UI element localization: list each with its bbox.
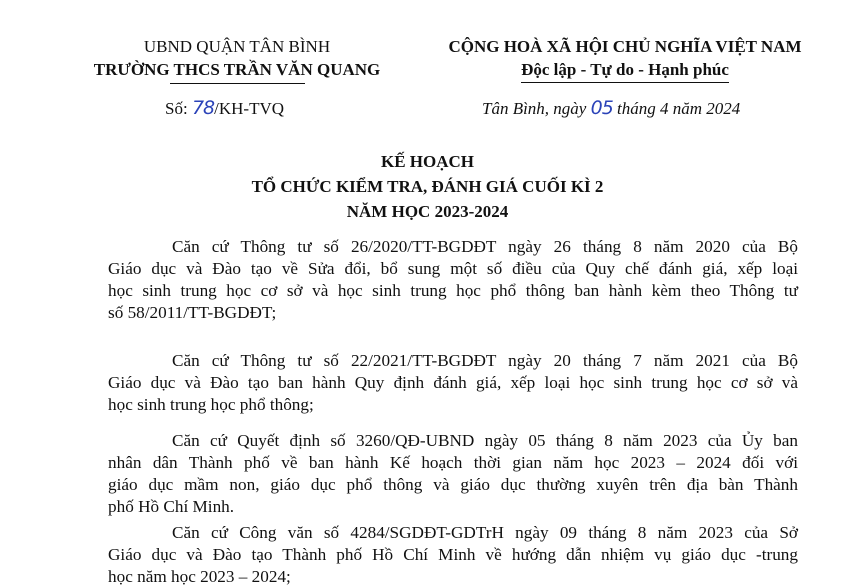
legal-basis-paragraph-4 — [108, 522, 798, 588]
paragraph-line: Giáo dục và Đào tạo Thành phố Hồ Chí Minh về hướng dẫn nhiệm vụ giáo dục -trung — [108, 545, 798, 564]
document-type-title: KẾ HOẠCH — [380, 152, 475, 171]
school-year-title: NĂM HỌC 2023-2024 — [346, 202, 509, 221]
legal-basis-paragraph-3 — [108, 430, 798, 518]
paragraph-line: Giáo dục và Đào tạo ban hành Quy định đánh giá, xếp loại học sinh trung học cơ sở và — [108, 373, 798, 392]
paragraph-line: giáo dục mầm non, giáo dục phổ thông và giáo dục thường xuyên trên địa bàn Thành — [108, 475, 798, 494]
document-reference-number — [165, 97, 284, 119]
paragraph-line: học sinh trung học phổ thông; — [108, 395, 314, 414]
paragraph-line: Căn cứ Thông tư số 26/2020/TT-BGDĐT ngày 26 tháng 8 năm 2020 của Bộ — [172, 237, 798, 256]
issuing-agency-block — [72, 35, 402, 84]
reference-suffix: /KH-TVQ — [214, 99, 285, 118]
legal-basis-paragraph-2 — [108, 350, 798, 416]
handwritten-day: 05 — [590, 97, 613, 119]
school-name: TRƯỜNG THCS TRẦN VĂN QUANG — [93, 60, 381, 79]
nation-name: CỘNG HOÀ XÃ HỘI CHỦ NGHĨA VIỆT NAM — [448, 37, 802, 56]
paragraph-line: học năm học 2023 – 2024; — [108, 567, 291, 586]
issue-date-line — [482, 97, 740, 119]
legal-basis-paragraph-1 — [108, 236, 798, 324]
national-heading-block — [400, 35, 850, 83]
reference-prefix: Số: — [165, 99, 188, 118]
authority-name: UBND QUẬN TÂN BÌNH — [143, 37, 331, 56]
handwritten-reference-number: 78 — [191, 97, 215, 119]
paragraph-line: Giáo dục và Đào tạo về Sửa đổi, bổ sung một số điều của Quy chế đánh giá, xếp loại — [108, 259, 798, 278]
header-left-underline — [170, 83, 305, 84]
paragraph-line: Căn cứ Công văn số 4284/SGDĐT-GDTrH ngày 09 tháng 8 năm 2023 của Sở — [172, 523, 798, 542]
paragraph-line: số 58/2011/TT-BGDĐT; — [108, 303, 277, 322]
document-subject-title: TỔ CHỨC KIỂM TRA, ĐÁNH GIÁ CUỐI KÌ 2 — [251, 177, 604, 196]
date-suffix: tháng 4 năm 2024 — [617, 99, 741, 118]
paragraph-line: Căn cứ Quyết định số 3260/QĐ-UBND ngày 05 tháng 8 năm 2023 của Ủy ban — [172, 431, 798, 450]
national-motto: Độc lập - Tự do - Hạnh phúc — [521, 58, 729, 83]
paragraph-line: nhân dân Thành phố về ban hành Kế hoạch thời gian năm học 2023 – 2024 đối với — [108, 453, 798, 472]
date-prefix: Tân Bình, ngày — [482, 99, 587, 118]
paragraph-line: học sinh trung học cơ sở và học sinh trung học phổ thông ban hành kèm theo Thông tư — [108, 281, 798, 300]
paragraph-line: Căn cứ Thông tư số 22/2021/TT-BGDĐT ngày 20 tháng 7 năm 2021 của Bộ — [172, 351, 798, 370]
paragraph-line: phố Hồ Chí Minh. — [108, 497, 235, 516]
